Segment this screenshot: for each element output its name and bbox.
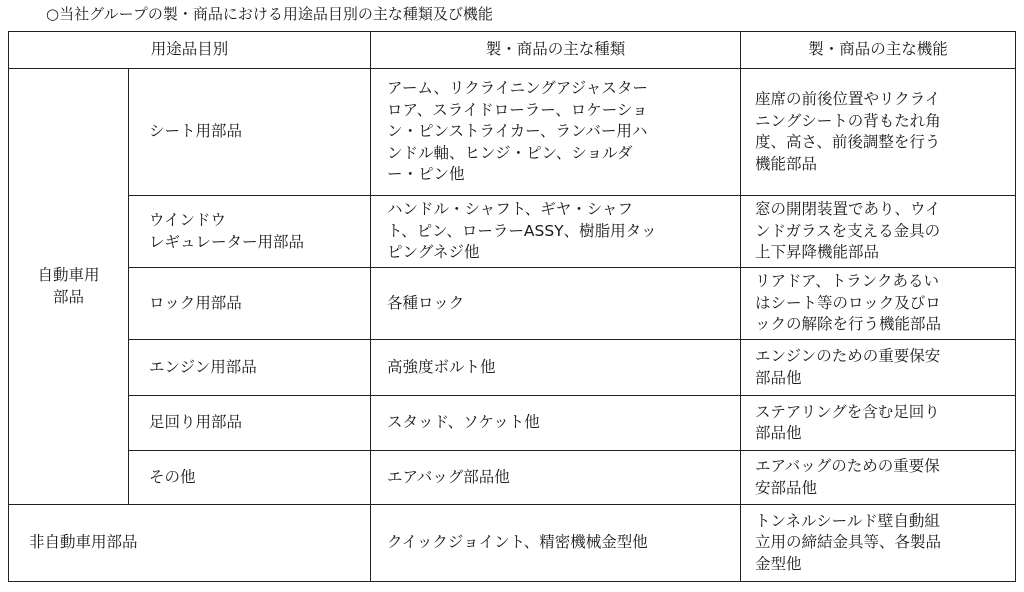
header-row [9,32,1016,69]
functions-cell: 窓の開閉装置であり、ウイ ンドガラスを支える金具の 上下昇降機能部品 [741,196,1016,268]
table-row [9,340,1016,396]
table-row [9,396,1016,451]
items-cell: 高強度ボルト他 [371,340,741,396]
subcategory-cell: ロック用部品 [129,268,371,340]
non-auto-parts-category: 非自動車用部品 [9,505,371,582]
functions-cell: トンネルシールド壁自動組 立用の締結金具等、各製品 金型他 [741,505,1016,582]
items-cell: ハンドル・シャフト、ギヤ・シャフ ト、ピン、ローラーASSY、樹脂用タッ ピングネジ他 [371,196,741,268]
subcategory-cell: 足回り用部品 [129,396,371,451]
product-table [8,31,1016,582]
functions-cell: エンジンのための重要保安 部品他 [741,340,1016,396]
items-cell: 各種ロック [371,268,741,340]
subcategory-cell: エンジン用部品 [129,340,371,396]
subcategory-cell: ウインドウ レギュレーター用部品 [129,196,371,268]
table-row [9,268,1016,340]
subcategory-cell: その他 [129,451,371,505]
functions-cell: エアバッグのための重要保 安部品他 [741,451,1016,505]
functions-cell: リアドア、トランクあるい はシート等のロック及びロ ックの解除を行う機能部品 [741,268,1016,340]
table-caption: ○当社グループの製・商品における用途品目別の主な種類及び機能 [46,5,493,23]
table-row [9,196,1016,268]
items-cell: クイックジョイント、精密機械金型他 [371,505,741,582]
items-cell: アーム、リクライニングアジャスター ロア、スライドローラー、ロケーショ ン・ピンストライカー、ランバー用ハ ンドル軸、ヒンジ・ピン、ショルダ ー・ピン他 [371,69,741,196]
auto-parts-label-line2: 部品 [52,287,84,306]
header-category: 用途品目別 [9,32,371,69]
auto-parts-category [9,69,129,505]
items-cell: スタッド、ソケット他 [371,396,741,451]
table-row [9,505,1016,582]
subcategory-cell: シート用部品 [129,69,371,196]
functions-cell: 座席の前後位置やリクライ ニングシートの背もたれ角 度、高さ、前後調整を行う 機能部品 [741,69,1016,196]
header-items: 製・商品の主な種類 [371,32,741,69]
table-row [9,451,1016,505]
items-cell: エアバッグ部品他 [371,451,741,505]
functions-cell: ステアリングを含む足回り 部品他 [741,396,1016,451]
table-row [9,69,1016,196]
auto-parts-label-line1: 自動車用 [37,266,100,284]
header-functions: 製・商品の主な機能 [741,32,1016,69]
